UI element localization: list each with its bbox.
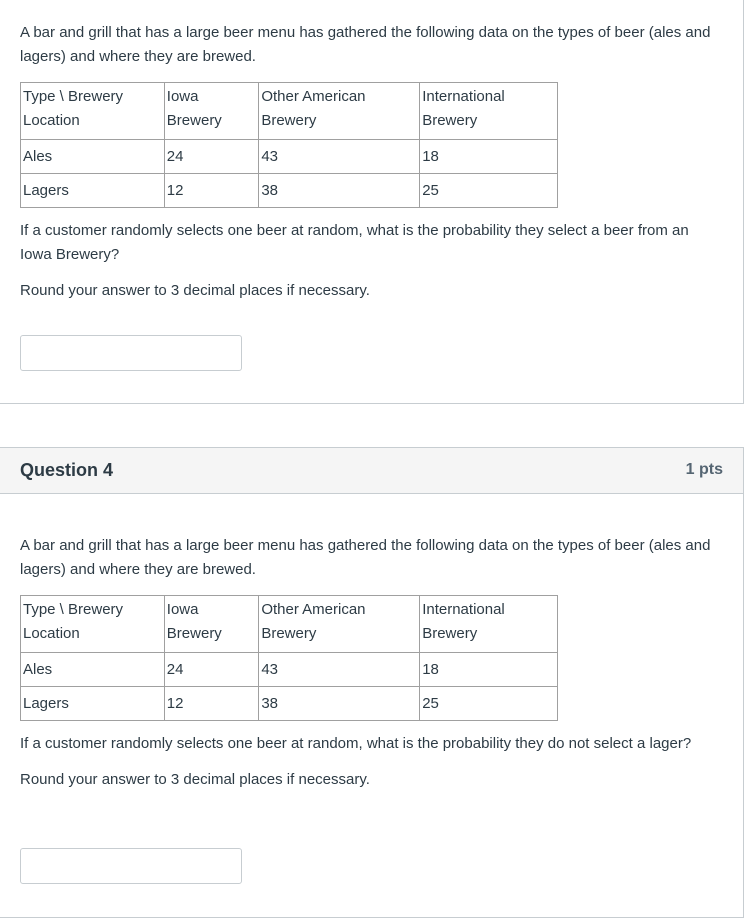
question-4-body bbox=[20, 534, 723, 792]
table-row-lagers bbox=[21, 174, 558, 208]
table-header-row bbox=[21, 596, 558, 653]
question-4-points: 1 pts bbox=[685, 461, 723, 478]
header-line: Type \ Brewery bbox=[23, 601, 124, 618]
question-4-header bbox=[0, 448, 743, 494]
table-header-row bbox=[21, 83, 558, 140]
table-cell: 38 bbox=[259, 687, 420, 721]
table-cell: 25 bbox=[420, 687, 558, 721]
table-row-ales bbox=[21, 653, 558, 687]
header-line: Brewery bbox=[166, 112, 222, 129]
header-cell-iowa bbox=[164, 83, 259, 140]
table-cell: 38 bbox=[259, 174, 420, 208]
question-3-intro: A bar and grill that has a large beer menu has gathered the following data on the types of beer (ales and lagers) and where they are brewed. bbox=[20, 24, 711, 65]
question-3-prompt: If a customer randomly selects one beer at random, what is the probability they select a beer from an Iowa Brewery? bbox=[20, 222, 689, 263]
header-cell-iowa bbox=[164, 596, 259, 653]
header-line: Iowa bbox=[166, 601, 199, 618]
table-cell: 24 bbox=[164, 653, 259, 687]
header-cell-type-location bbox=[21, 83, 165, 140]
header-line: Brewery bbox=[422, 625, 478, 642]
header-line: Iowa bbox=[166, 88, 199, 105]
table-cell: 12 bbox=[164, 174, 259, 208]
table-cell: 43 bbox=[259, 140, 420, 174]
question-4-answer-input[interactable] bbox=[20, 848, 242, 884]
header-line: International bbox=[422, 88, 505, 105]
header-line: Other American bbox=[261, 88, 366, 105]
header-cell-other-american bbox=[259, 596, 420, 653]
question-4-card bbox=[0, 447, 744, 918]
header-line: Brewery bbox=[422, 112, 478, 129]
question-4-prompt: If a customer randomly selects one beer at random, what is the probability they do not select a lager? bbox=[20, 735, 692, 752]
table-cell: 18 bbox=[420, 140, 558, 174]
question-3-answer-input[interactable] bbox=[20, 335, 242, 371]
header-cell-international bbox=[420, 83, 558, 140]
question-4-instruction: Round your answer to 3 decimal places if necessary. bbox=[20, 771, 370, 788]
header-line: Brewery bbox=[261, 625, 317, 642]
table-cell: 12 bbox=[164, 687, 259, 721]
table-cell: 25 bbox=[420, 174, 558, 208]
header-line: Brewery bbox=[166, 625, 222, 642]
table-cell: 24 bbox=[164, 140, 259, 174]
header-line: Location bbox=[23, 112, 80, 129]
question-4-data-table bbox=[20, 595, 558, 721]
question-3-card bbox=[0, 0, 744, 404]
header-line: Brewery bbox=[261, 112, 317, 129]
header-cell-type-location bbox=[21, 596, 165, 653]
table-row-lagers bbox=[21, 687, 558, 721]
table-cell: 18 bbox=[420, 653, 558, 687]
question-3-data-table bbox=[20, 82, 558, 208]
header-line: Type \ Brewery bbox=[23, 88, 124, 105]
header-cell-international bbox=[420, 596, 558, 653]
header-line: Location bbox=[23, 625, 80, 642]
table-cell: Lagers bbox=[21, 174, 165, 208]
question-4-intro: A bar and grill that has a large beer menu has gathered the following data on the types of beer (ales and lagers) and where they are brewed. bbox=[20, 537, 711, 578]
header-cell-other-american bbox=[259, 83, 420, 140]
question-3-body bbox=[20, 21, 723, 303]
question-4-title: Question 4 bbox=[20, 460, 114, 480]
header-line: Other American bbox=[261, 601, 366, 618]
table-cell: 43 bbox=[259, 653, 420, 687]
question-3-instruction: Round your answer to 3 decimal places if necessary. bbox=[20, 282, 370, 299]
table-cell: Ales bbox=[21, 140, 165, 174]
table-cell: Ales bbox=[21, 653, 165, 687]
table-row-ales bbox=[21, 140, 558, 174]
table-cell: Lagers bbox=[21, 687, 165, 721]
header-line: International bbox=[422, 601, 505, 618]
